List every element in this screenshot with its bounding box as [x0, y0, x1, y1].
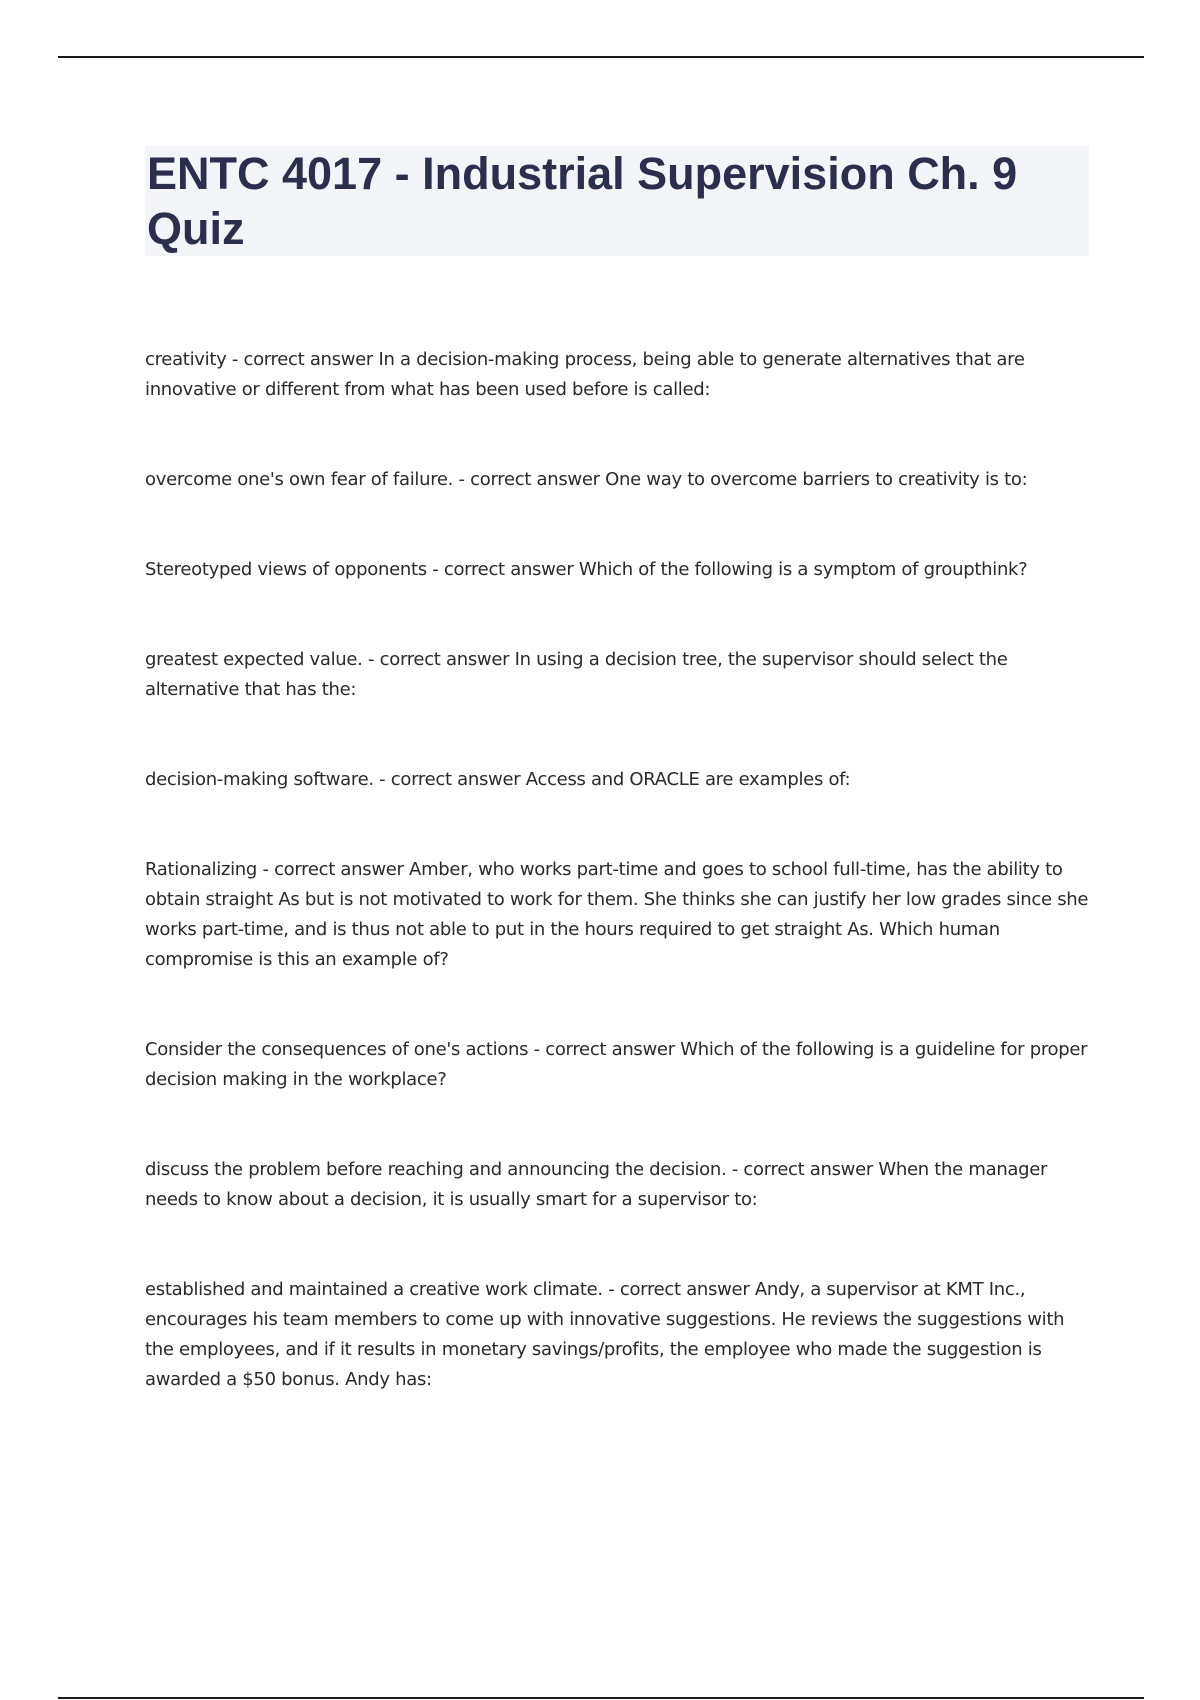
qa-item: Stereotyped views of opponents - correct answer Which of the following is a symptom of groupthink? [145, 559, 1028, 580]
top-rule [58, 56, 1144, 58]
qa-list [145, 345, 1095, 1395]
title-block [145, 146, 1089, 256]
qa-item: creativity - correct answer In a decision-making process, being able to generate alternatives that are innovative or different from what has been used before is called: [145, 349, 1025, 400]
qa-item: greatest expected value. - correct answer In using a decision tree, the supervisor should select the alternative that has the: [145, 649, 1008, 700]
qa-item: discuss the problem before reaching and announcing the decision. - correct answer When the manager needs to know about a decision, it is usually smart for a supervisor to: [145, 1159, 1048, 1210]
bottom-rule [58, 1697, 1144, 1699]
qa-item: Consider the consequences of one's actions - correct answer Which of the following is a guideline for proper decision making in the workplace? [145, 1039, 1088, 1090]
qa-item: overcome one's own fear of failure. - correct answer One way to overcome barriers to creativity is to: [145, 469, 1028, 490]
page-title: ENTC 4017 - Industrial Supervision Ch. 9 Quiz [147, 148, 1018, 254]
qa-item: decision-making software. - correct answer Access and ORACLE are examples of: [145, 769, 851, 790]
qa-item: Rationalizing - correct answer Amber, who works part-time and goes to school full-time, has the ability to obtain straight As but is not motivated to work for them. She thinks she can justify her low grades since she works part-time, and is thus not able to put in the hours required to get straight As. Which human compromise is this an example of? [145, 859, 1089, 970]
qa-item: established and maintained a creative work climate. - correct answer Andy, a supervisor at KMT Inc., encourages his team members to come up with innovative suggestions. He reviews the suggestions with the employees, and if it results in monetary savings/profits, the employee who made the suggestion is awarded a $50 bonus. Andy has: [145, 1279, 1065, 1390]
